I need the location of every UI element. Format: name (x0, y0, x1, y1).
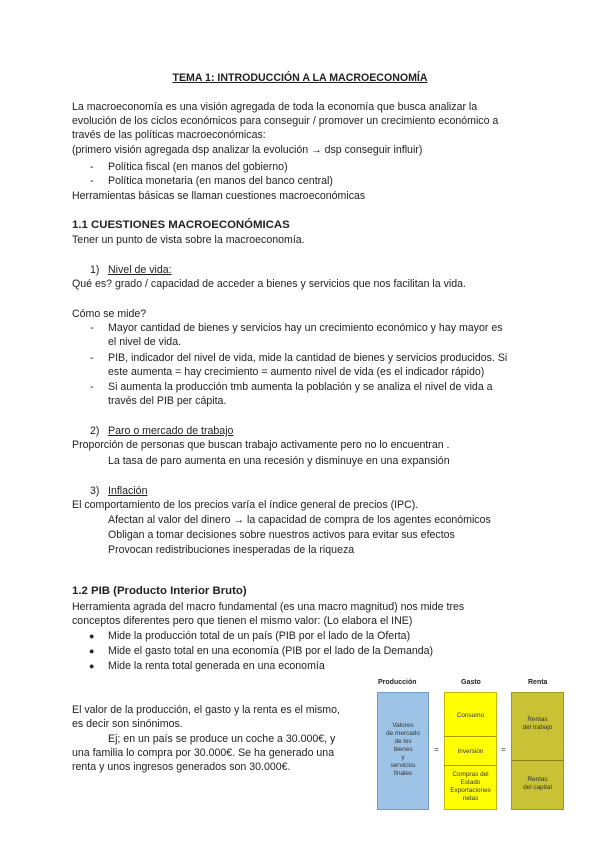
gasto-divider (444, 736, 497, 737)
item-number: 1) (90, 264, 100, 276)
intro-bullet: Política fiscal (en manos del gobierno) (108, 161, 288, 173)
para-line: El valor de la producción, el gasto y la renta es el mismo, (72, 704, 340, 716)
equals-sign: = (501, 745, 506, 754)
list-item (108, 351, 507, 379)
item-note: Obligan a tomar decisiones sobre nuestros activos para evitar sus efectos (108, 529, 455, 541)
equals-sign: = (434, 745, 439, 754)
gasto-compras (444, 771, 497, 803)
bullet-dash: - (90, 352, 94, 364)
item-definition: El comportamiento de los precios varía el índice general de precios (IPC). (72, 499, 419, 511)
produccion-line: y (401, 754, 405, 761)
gasto-compras-line: Exportaciones (450, 787, 491, 794)
bullet-dash: - (90, 381, 94, 393)
list-item-line: Si aumenta la producción tmb aumenta la población y se analiza el nivel de vida a (108, 381, 493, 393)
renta-divider (511, 760, 564, 761)
gasto-compras-line: netas (462, 795, 479, 802)
bullet-dot: ● (89, 661, 95, 671)
list-item-line: PIB, indicador del nivel de vida, mide la cantidad de bienes y servicios producidos. Si (108, 352, 508, 364)
section-heading: 1.1 CUESTIONES MACROECONÓMICAS (72, 219, 290, 231)
section-text (72, 600, 464, 628)
page-title: TEMA 1: INTRODUCCIÓN A LA MACROECONOMÍA (172, 72, 428, 84)
gasto-compras-line: Compras del (452, 771, 489, 778)
item-definition: Qué es? grado / capacidad de acceder a bienes y servicios que nos facilitan la vida. (72, 278, 466, 290)
list-item (108, 321, 503, 349)
intro-line: (primero visión agregada dsp analizar la evolución → dsp conseguir influir) (72, 143, 423, 156)
item-note: La tasa de paro aumenta en una recesión y disminuye en una expansión (108, 455, 450, 467)
bullet-dash: - (90, 175, 94, 187)
intro-closing: Herramientas básicas se llaman cuestiones macroeconómicas (72, 190, 366, 202)
para-line: es decir son sinónimos. (72, 718, 183, 731)
renta-trabajo-line: Rentas (527, 716, 548, 723)
item-note: Provocan redistribuciones inesperadas de la riqueza (108, 544, 355, 556)
para-line: Ej; en un país se produce un coche a 30.000€, y (108, 733, 336, 745)
intro-bullet: Política monetaria (en manos del banco central) (108, 175, 333, 187)
renta-trabajo (511, 716, 564, 732)
para-line: renta y unos ingresos generados son 30.000€. (72, 761, 291, 774)
section-line: conceptos diferentes pero que tienen el mismo valor: (Lo elabora el INE) (72, 615, 413, 628)
pib-bullet: Mide el gasto total en una economía (PIB por el lado de la Demanda) (108, 645, 434, 657)
intro-line: evolución de los ciclos económicos para conseguir / promover un crecimiento económico a (72, 115, 499, 128)
pib-paragraph (72, 703, 340, 731)
list-item-line: este aumenta = hay crecimiento = aumento nivel de vida (es el indicador rápido) (108, 366, 485, 379)
gasto-inversion: Inversión (457, 748, 484, 755)
item-label: Inflación (108, 485, 148, 497)
gasto-compras-line: Estado (460, 779, 481, 786)
section-heading: 1.2 PIB (Producto Interior Bruto) (72, 585, 247, 597)
item-number: 2) (90, 425, 100, 437)
diagram-header-renta: Renta (528, 679, 548, 686)
para-line: una familia lo compra por 30.000€. Se ha generado una (72, 747, 335, 760)
section-subtitle: Tener un punto de vista sobre la macroeconomía. (72, 234, 305, 246)
item-number: 3) (90, 485, 100, 497)
renta-box (511, 692, 564, 810)
produccion-line: bienes (393, 746, 413, 753)
renta-capital-line: Rentas (527, 776, 548, 783)
item-notes (108, 513, 491, 558)
produccion-line: Valores (392, 722, 414, 729)
produccion-text (377, 722, 429, 778)
item-definition: Proporción de personas que buscan trabajo activamente pero no lo encuentran . (72, 439, 450, 451)
produccion-line: de los (394, 738, 412, 745)
produccion-line: de mercado (386, 730, 420, 737)
item-question: Cómo se mide? (72, 308, 147, 320)
list-item-line: Mayor cantidad de bienes y servicios hay un crecimiento económico y hay mayor es (108, 322, 503, 334)
produccion-line: finales (393, 770, 413, 777)
list-item-line: través del PIB per cápita. (108, 395, 227, 408)
item-label: Nivel de vida: (108, 264, 172, 276)
renta-capital (511, 776, 564, 792)
bullet-dot: ● (89, 631, 95, 641)
bullet-dot: ● (89, 646, 95, 656)
intro (72, 100, 498, 157)
section-line: Herramienta agrada del macro fundamental (es una macro magnitud) nos mide tres (72, 601, 465, 613)
bullet-dash: - (90, 322, 94, 334)
item-label: Paro o mercado de trabajo (108, 425, 234, 437)
item-note: Afectan al valor del dinero → la capacidad de compra de los agentes económicos (108, 514, 491, 526)
pib-example (72, 732, 335, 775)
renta-trabajo-line: del trabajo (522, 724, 553, 731)
pib-bullet: Mide la renta total generada en una economía (108, 660, 325, 672)
bullet-dash: - (90, 161, 94, 173)
gasto-divider (444, 765, 497, 766)
list-item (108, 380, 493, 408)
gasto-consumo: Consumo (456, 712, 485, 719)
diagram-header-gasto: Gasto (461, 679, 481, 686)
intro-line: través de las políticas macroeconómicas: (72, 129, 266, 142)
diagram-header-produccion: Producción (378, 679, 417, 686)
renta-capital-line: del capital (523, 784, 552, 791)
intro-line: La macroeconomía es una visión agregada de toda la economía que busca analizar la (72, 101, 478, 113)
pib-bullet: Mide la producción total de un país (PIB por el lado de la Oferta) (108, 630, 411, 642)
list-item-line: el nivel de vida. (108, 336, 182, 349)
produccion-line: servicios (390, 762, 416, 769)
